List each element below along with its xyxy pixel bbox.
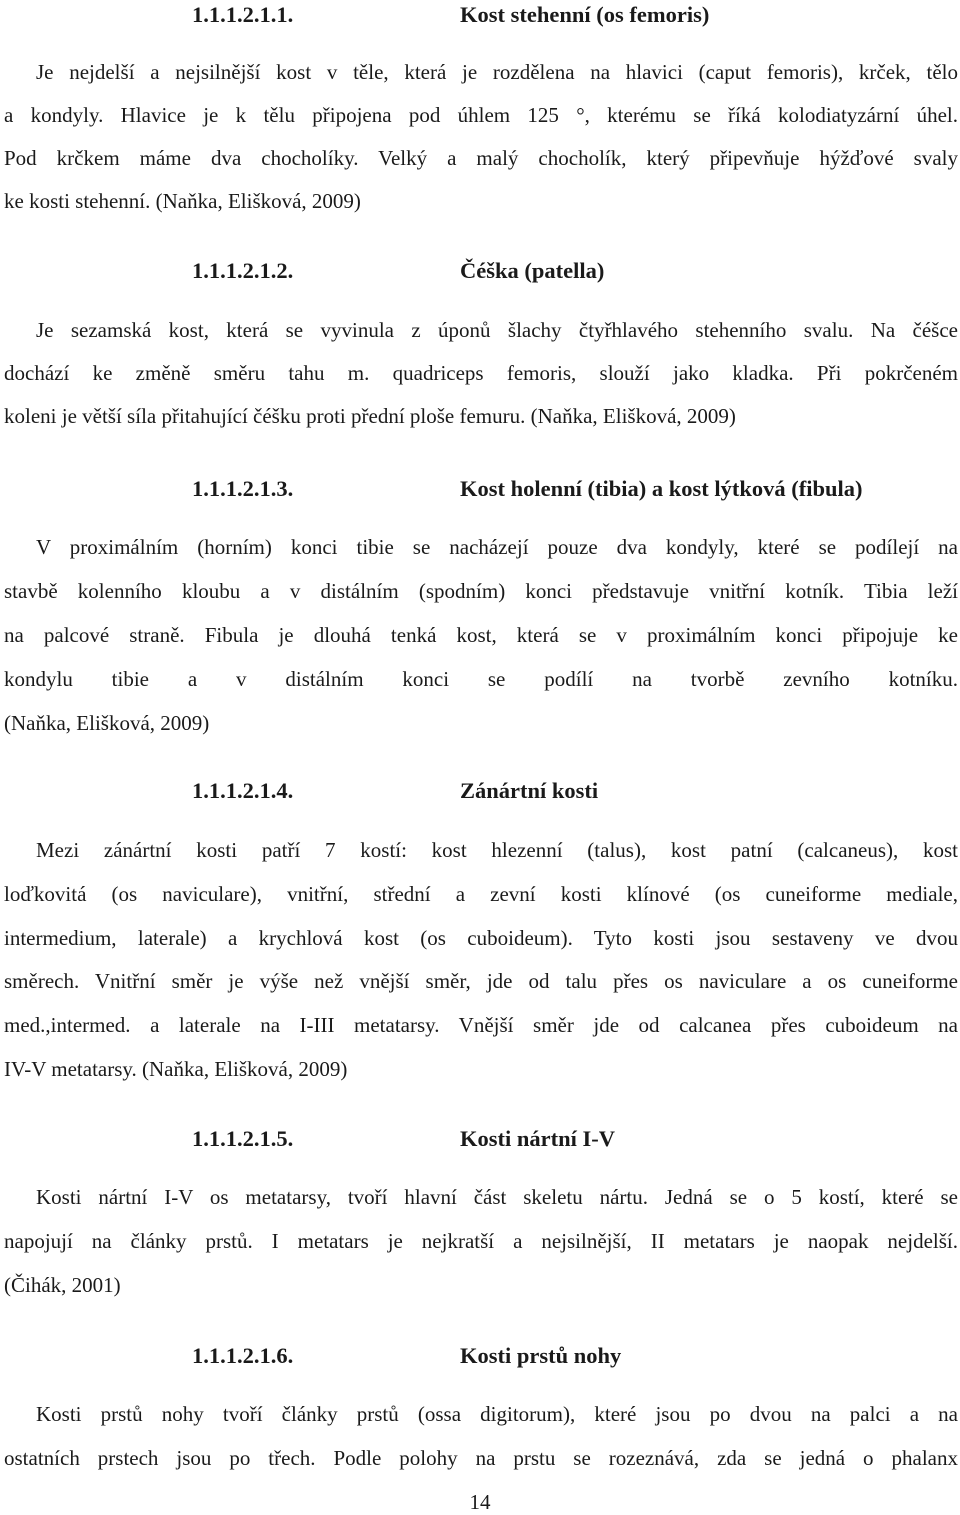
section-title: Kost holenní (tibia) a kost lýtková (fibula)	[460, 476, 863, 501]
paragraph-line: (Naňka, Elišková, 2009)	[4, 711, 210, 735]
paragraph-line: kondylu tibie a v distálním konci se podílí na tvorbě zevního kotníku.	[4, 667, 958, 691]
paragraph-line: a kondyly. Hlavice je k tělu připojena pod úhlem 125 °, kterému se říká kolodiatyzární úhel.	[4, 103, 958, 127]
section-heading	[0, 1126, 960, 1166]
paragraph-line: loďkovitá (os naviculare), vnitřní, střední a zevní kosti klínové (os cuneiforme mediale,	[4, 882, 958, 906]
paragraph-line: na palcové straně. Fibula je dlouhá tenká kost, která se v proximálním konci připojuje ke	[4, 623, 958, 647]
paragraph-line: ke kosti stehenní. (Naňka, Elišková, 2009)	[4, 189, 361, 213]
section-number: 1.1.1.2.1.2.	[192, 258, 294, 283]
section-number: 1.1.1.2.1.1.	[192, 2, 294, 27]
paragraph-line: Mezi zánártní kosti patří 7 kostí: kost hlezenní (talus), kost patní (calcaneus), kost	[36, 838, 958, 862]
paragraph-line: V proximálním (horním) konci tibie se nacházejí pouze dva kondyly, které se podílejí na	[36, 535, 958, 559]
paragraph-line: Kosti nártní I-V os metatarsy, tvoří hlavní část skeletu nártu. Jedná se o 5 kostí, které se	[36, 1185, 958, 1209]
section-heading	[0, 1343, 960, 1383]
section-title: Kosti prstů nohy	[460, 1343, 622, 1368]
section-heading	[0, 2, 960, 42]
paragraph-line: intermedium, laterale) a krychlová kost (os cuboideum). Tyto kosti jsou sestaveny ve dvou	[4, 926, 958, 950]
section-heading	[0, 476, 960, 516]
paragraph-line: napojují na články prstů. I metatars je nejkratší a nejsilnější, II metatars je naopak nejdelší.	[4, 1229, 958, 1253]
paragraph-line: koleni je větší síla přitahující čéšku proti přední ploše femuru. (Naňka, Elišková, 2009)	[4, 404, 736, 428]
section-number: 1.1.1.2.1.4.	[192, 778, 294, 803]
section-number: 1.1.1.2.1.5.	[192, 1126, 294, 1151]
section-number: 1.1.1.2.1.6.	[192, 1343, 294, 1368]
page-number: 14	[469, 1490, 491, 1514]
section-heading	[0, 258, 960, 298]
section-title: Čéška (patella)	[460, 258, 605, 283]
paragraph-line: Kosti prstů nohy tvoří články prstů (ossa digitorum), které jsou po dvou na palci a na	[36, 1402, 958, 1426]
paragraph-line: Je sezamská kost, která se vyvinula z úponů šlachy čtyřhlavého stehenního svalu. Na čéšce	[36, 318, 958, 342]
paragraph-line: IV-V metatarsy. (Naňka, Elišková, 2009)	[4, 1057, 348, 1081]
section-heading	[0, 778, 960, 818]
paragraph-line: Je nejdelší a nejsilnější kost v těle, která je rozdělena na hlavici (caput femoris), krček, tělo	[36, 60, 958, 84]
section-title: Kost stehenní (os femoris)	[460, 2, 710, 27]
section-title: Zánártní kosti	[460, 778, 599, 803]
paragraph-line: ostatních prstech jsou po třech. Podle polohy na prstu se rozeznává, zda se jedná o phalanx	[4, 1446, 958, 1470]
section-title: Kosti nártní I-V	[460, 1126, 616, 1151]
paragraph-line: med.,intermed. a laterale na I-III metatarsy. Vnější směr jde od calcanea přes cuboideum na	[4, 1013, 958, 1037]
paragraph-line: Pod krčkem máme dva chocholíky. Velký a malý chocholík, který připevňuje hýžďové svaly	[4, 146, 958, 170]
paragraph-line: (Čihák, 2001)	[4, 1273, 121, 1297]
paragraph-line: dochází ke změně směru tahu m. quadriceps femoris, slouží jako kladka. Při pokrčeném	[4, 361, 958, 385]
paragraph-line: směrech. Vnitřní směr je výše než vnější směr, jde od talu přes os naviculare a os cuneiforme	[4, 969, 958, 993]
section-number: 1.1.1.2.1.3.	[192, 476, 294, 501]
paragraph-line: stavbě kolenního kloubu a v distálním (spodním) konci představuje vnitřní kotník. Tibia leží	[4, 579, 958, 603]
